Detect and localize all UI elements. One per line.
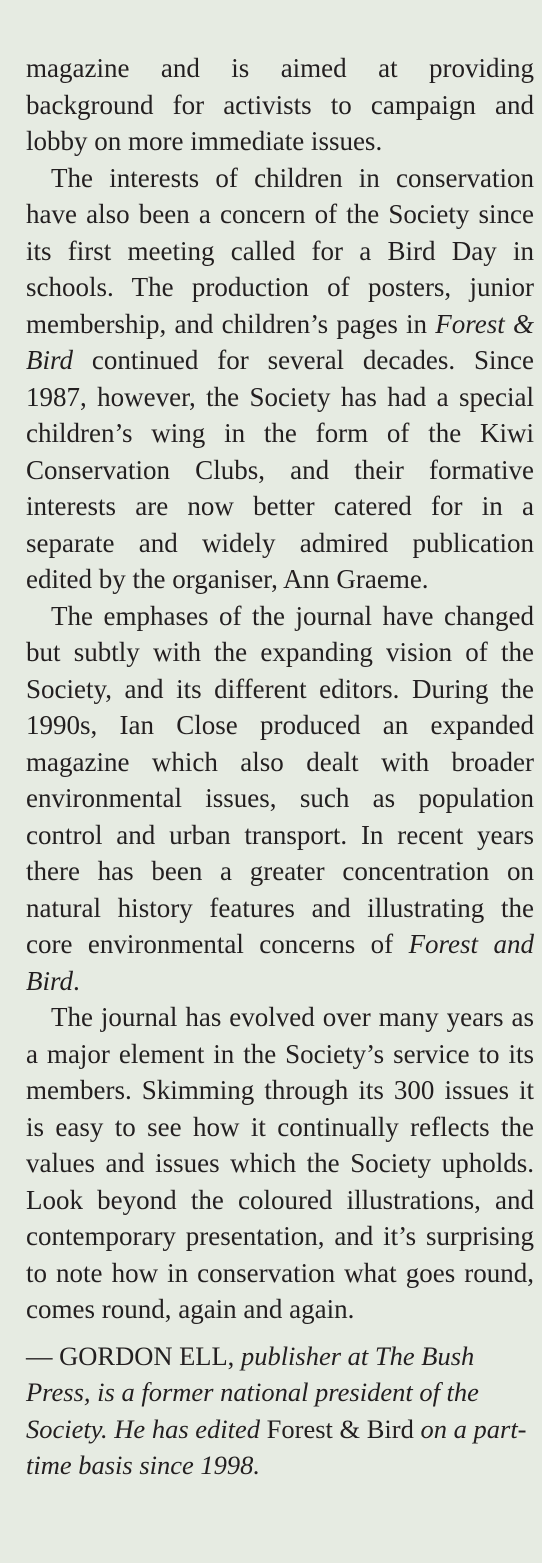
author-byline [26, 1338, 534, 1484]
paragraph-2-text-a: The interests of children in conservation have also been a concern of the Society since its first meeting called for a Bird Day in schools. The production of posters, junior membership, and children’s pages in [26, 162, 534, 339]
author-bio-italic-2: on a part-time basis since 1998. [26, 1413, 527, 1480]
paragraph-3-text-a: The emphases of the journal have changed but subtly with the expanding vision of the Society, and its different editors. During the 1990s, Ian Close produced an expanded magazine which also dealt with broader environmental issues, such as population control and urban transport. In recent years there has been a greater concentration on natural history features and illustrating the core environmental concerns of [26, 600, 534, 959]
author-name: — GORDON ELL, [26, 1340, 235, 1371]
publication-title: Forest & Bird [266, 1413, 414, 1444]
paragraph-4 [26, 999, 534, 1328]
paragraph-2 [26, 160, 534, 598]
paragraph-3 [26, 598, 534, 1000]
publication-title: Forest and Bird [26, 929, 534, 996]
paragraph-4-text: The journal has evolved over many years as a major element in the Society’s service to its members. Skimming through its 300 issues it is easy to see how it continually reflects the values and issues which the Society upholds. Look beyond the coloured illustrations, and contemporary presentation, and it’s surprising to note how in conservation what goes round, comes round, again and again. [26, 1002, 534, 1324]
author-bio-italic-1: publisher at The Bush Press, is a former national president of the Society. He has edited [26, 1340, 479, 1444]
paragraph-2-text-b: continued for several decades. Since 1987, however, the Society has had a special children’s wing in the form of the Kiwi Conservation Clubs, and their formative interests are now better catered for in a separate and widely admired publication edited by the organiser, Ann Graeme. [26, 345, 534, 594]
paragraph-3-text-b: . [73, 965, 80, 996]
paragraph-1-text: magazine and is aimed at providing background for activists to campaign and lobby on more immediate issues. [26, 53, 534, 156]
paragraph-1 [26, 50, 534, 160]
publication-title: Forest & Bird [26, 308, 534, 375]
